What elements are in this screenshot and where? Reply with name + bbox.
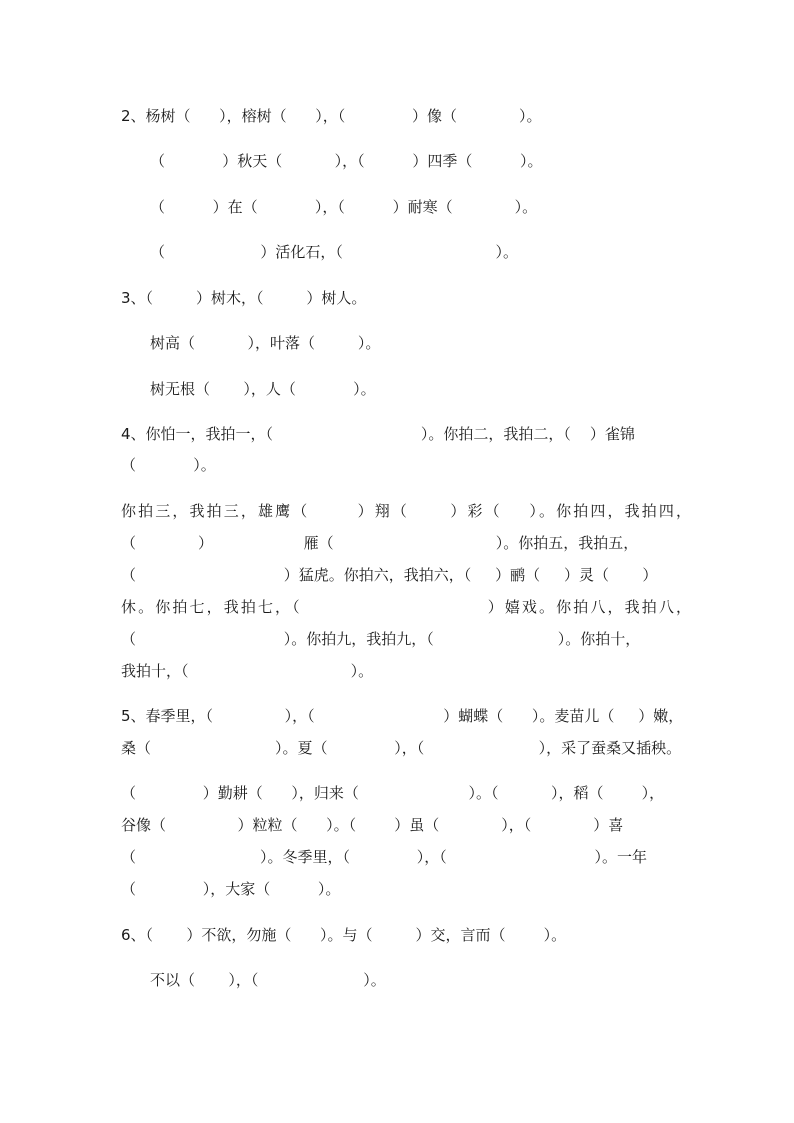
q2-line-3: （ ）在（ ），（ ）耐寒（ ）。 [150,198,538,216]
q5-line-6: （ ），大家（ ）。 [121,880,341,898]
q5-line-2: 桑（ ）。夏（ ），（ ），采了蚕桑又插秧。 [121,739,682,757]
q4-line-2: （ ）。 [121,456,216,474]
q2-line-1: 2、杨树（ ），榕树（ ），（ ）像（ ）。 [121,107,542,125]
q4-line-5: （ ）猛虎。你拍六，我拍六，（ ）鹂（ ）灵（ ） [121,566,658,584]
q4-line-1: 4、你怕一，我拍一，（ ）。你拍二，我拍二，（ ）雀锦 [121,425,635,443]
q6-line-1: 6、（ ）不欲，勿施（ ）。与（ ）交，言而（ ）。 [121,926,567,944]
q5-line-3: （ ）勤耕（ ），归来（ ）。（ ），稻（ ）， [121,784,665,802]
q5-line-1: 5、春季里，（ ），（ ）蝴蝶（ ）。麦苗儿（ ）嫩， [121,707,684,725]
q2-line-4: （ ）活化石，（ ）。 [150,243,518,261]
q5-line-5: （ ）。冬季里，（ ），（ ）。一年 [121,848,648,866]
q4-line-4: （ ） 雁（ ）。你拍五，我拍五， [121,534,639,552]
q6-line-2: 不以（ ），（ ）。 [150,971,386,989]
q3-line-1: 3、（ ）树木，（ ）树人。 [121,289,367,307]
q4-line-6: 休。你拍七，我拍七，（ ）嬉戏。你拍八，我拍八， [121,598,691,616]
q4-line-3: 你拍三，我拍三，雄鹰（ ）翔（ ）彩（ ）。你拍四，我拍四， [121,502,691,520]
q3-line-3: 树无根（ ），人（ ）。 [150,380,376,398]
q4-line-8: 我拍十，（ ）。 [121,662,374,680]
q2-line-2: （ ）秋天（ ），（ ）四季（ ）。 [150,152,543,170]
q4-line-7: （ ）。你拍九，我拍九，（ ）。你拍十， [121,630,641,648]
q5-line-4: 谷像（ ）粒粒（ ）。（ ）虽（ ），（ ）喜 [121,816,624,834]
q3-line-2: 树高（ ），叶落（ ）。 [150,334,381,352]
